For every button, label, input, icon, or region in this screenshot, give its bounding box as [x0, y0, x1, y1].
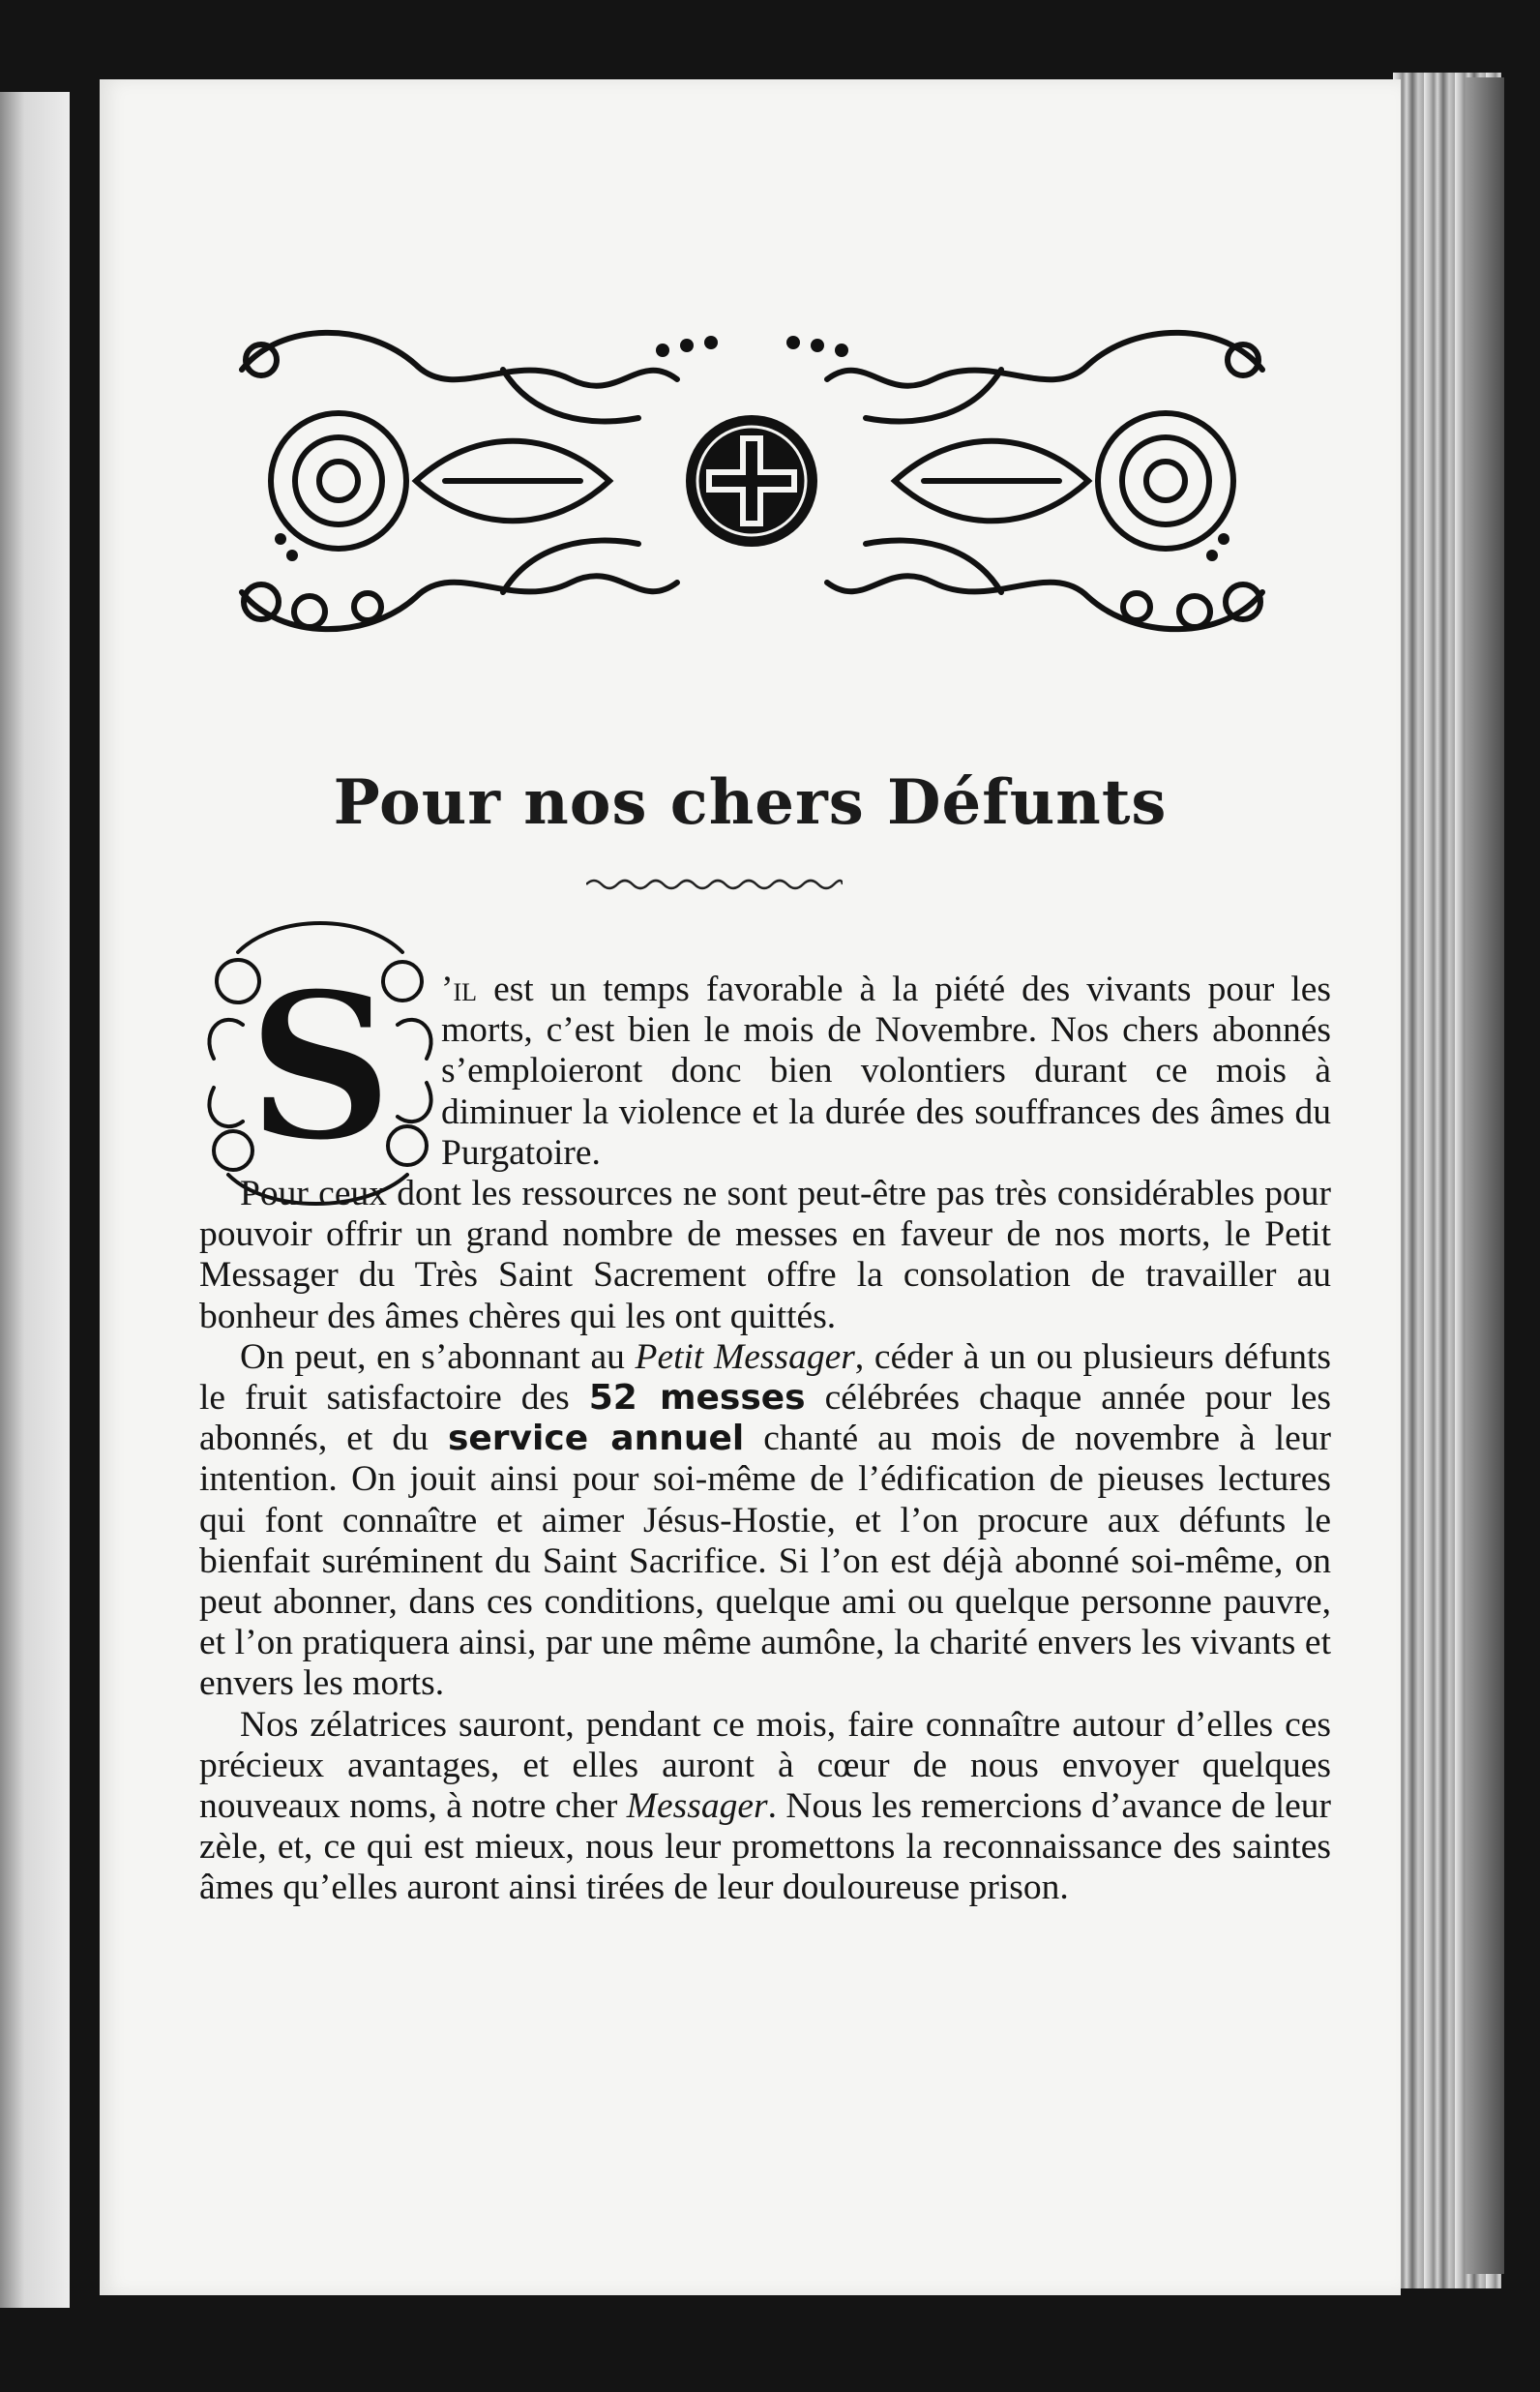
- svg-text:S: S: [247, 947, 394, 1186]
- adjacent-page-edge: [0, 92, 70, 2308]
- page-title: Pour nos chers Défunts: [333, 766, 1168, 839]
- wavy-divider: [586, 875, 843, 894]
- ornamental-cross-band-icon: [222, 312, 1282, 650]
- binding-shadow: [1466, 77, 1504, 2274]
- paragraph-4: Nos zélatrices sauront, pendant ce mois, faire connaître autour d’elles ces précieux avantages, et elles auront à cœur de nous envoyer quelques nouveaux noms, à notre cher Messager. Nous les remercions d’avance de leur zèle, et, ce qui est mieux, nous leur promettons la reconnaissance des saintes âmes qu’elles auront ainsi tirées de leur douloureuse prison.: [199, 1704, 1331, 1908]
- paragraph-2: Pour ceux dont les ressources ne sont peut-être pas très considérables pour pouvoir offrir un grand nombre de messes en faveur de nos morts, le Petit Messager du Très Saint Sacrement offre la consolation de travailler au bonheur des âmes chères qui les ont quittés.: [199, 1174, 1331, 1336]
- page: [100, 79, 1401, 2295]
- article-body: [199, 970, 1331, 1909]
- paragraph-1: ’il est un temps favorable à la piété des vivants pour les morts, c’est bien le mois de Novembre. Nos chers abonnés s’emploieront donc bien volontiers durant ce mois à diminuer la violence et la durée des souffrances des âmes du Purgatoire.: [441, 970, 1331, 1173]
- paragraph-3: On peut, en s’abonnant au Petit Messager, céder à un ou plusieurs défunts le fruit satisfactoire des 52 messes célébrées chaque année pour les abonnés, et du service annuel chanté au mois de novembre à leur intention. On jouit ainsi pour soi-même de l’édification de pieuses lectures qui font connaître et aimer Jésus-Hostie, et l’on procure aux défunts le bienfait suréminent du Saint Sacrifice. Si l’on est déjà abonné soi-même, on peut abonner, dans ces conditions, quelque ami ou quelque personne pauvre, et l’on pratiquera ainsi, par une même aumône, la charité envers les vivants et envers les morts.: [199, 1336, 1331, 1704]
